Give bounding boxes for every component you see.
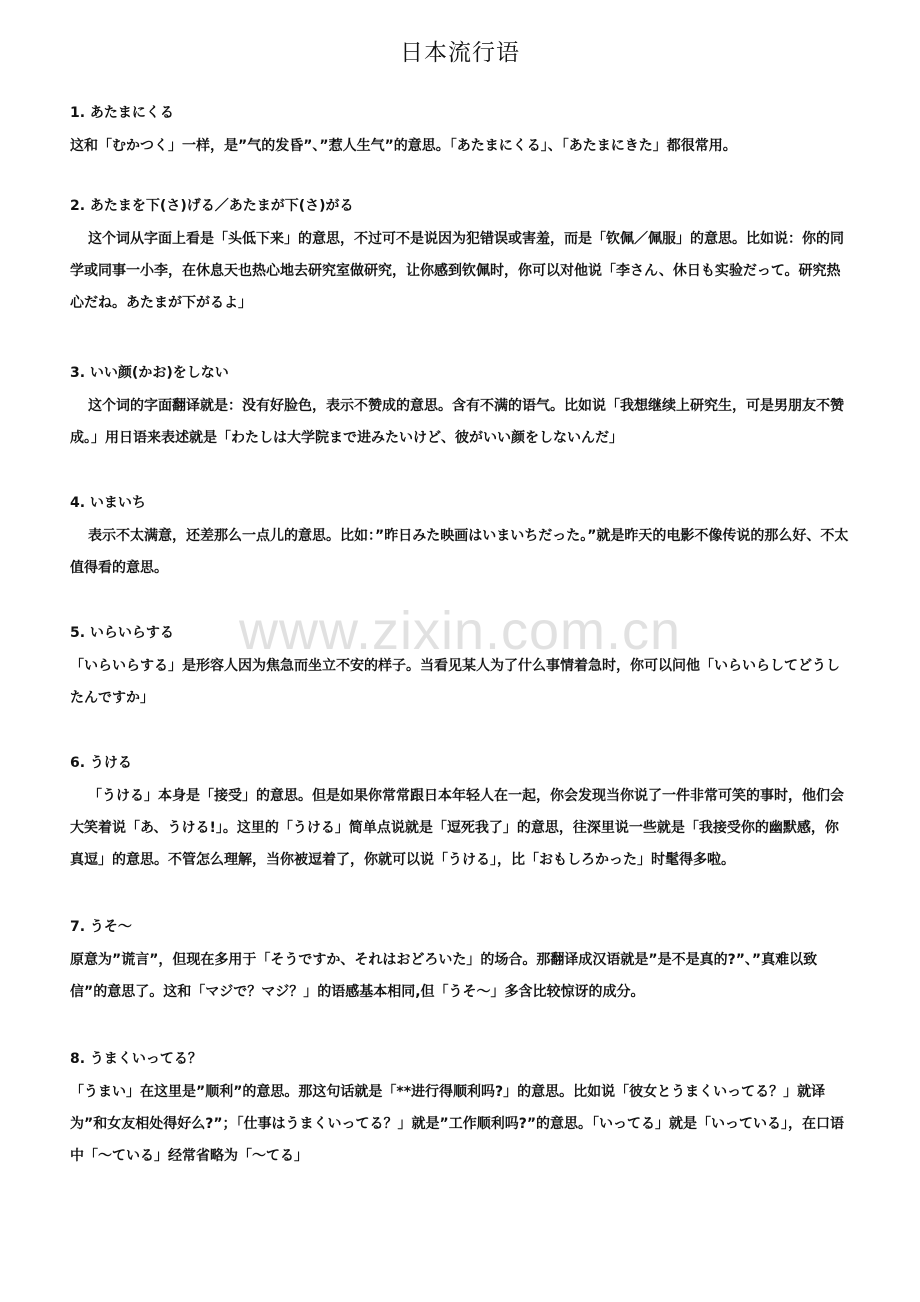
entry-2 [70, 197, 852, 319]
entry-body: 这个词的字面翻译就是：没有好脸色，表示不赞成的意思。含有不满的语气。比如说「我想继续上研究生，可是男朋友不赞成。」用日语来表述就是「わたしは大学院まで进みたいけど、彼がいい颜をしないんだ」 [70, 398, 844, 446]
entry-body: 这和「むかつく」一样，是”气的发昏”、”惹人生气”的意思。「あたまにくる」、「あたまにきた」都很常用。 [70, 138, 737, 154]
entry-5 [70, 624, 852, 714]
entry-body: 「うける」本身是「接受」的意思。但是如果你常常跟日本年轻人在一起，你会发现当你说了一件非常可笑的事时，他们会大笑着说「あ、うける!」。这里的「うける」简单点说就是「逗死我了」的意思，往深里说一些就是「我接受你的幽默感，你真逗」的意思。不管怎么理解，当你被逗着了，你就可以说「うける」，比「おもしろかった」时髦得多啦。 [70, 788, 844, 868]
entry-heading: 8. うまくいってる？ [70, 1051, 202, 1067]
entry-heading: 6. うける [70, 755, 132, 771]
watermark: www.zixin.com.cn [238, 601, 682, 661]
entry-body: 「いらいらする」是形容人因为焦急而坐立不安的样子。当看见某人为了什么事情着急时，你可以问他「いらいらしてどうしたんですか」 [70, 658, 840, 706]
entry-heading: 2. あたまを下(さ)げる／あたまが下(さ)がる [70, 198, 354, 214]
entry-3 [70, 364, 852, 454]
entry-heading: 7. うそ～ [70, 919, 132, 935]
entry-heading: 1. あたまにくる [70, 105, 174, 121]
entry-body: 表示不太满意，还差那么一点儿的意思。比如：”昨日みた映画はいまいちだった。”就是昨天的电影不像传说的那么好、不太值得看的意思。 [70, 528, 849, 576]
entry-heading: 4. いまいち [70, 495, 146, 511]
entry-8 [70, 1050, 852, 1172]
entry-body: 原意为”谎言”，但现在多用于「そうですか、それはおどろいた」的场合。那翻译成汉语就是”是不是真的?”、”真难以致信”的意思了。这和「マジで？マジ？」的语感基本相同,但「うそ～」多含比较惊讶的成分。 [70, 952, 818, 1000]
entry-body: 这个词从字面上看是「头低下来」的意思，不过可不是说因为犯错误或害羞，而是「钦佩／佩服」的意思。比如说：你的同学或同事一小李，在休息天也热心地去研究室做研究，让你感到钦佩时，你可以对他说「李さん、休日も实验だって。研究热心だね。あたまが下がるよ」 [70, 231, 844, 311]
entry-heading: 5. いらいらする [70, 625, 174, 641]
entry-1 [70, 104, 852, 162]
entry-6 [70, 754, 852, 876]
entry-body: 「うまい」在这里是”顺利”的意思。那这句话就是「**进行得顺利吗?」的意思。比如说「彼女とうまくいってる？」就译为”和女友相处得好么?”；「仕事はうまくいってる？」就是”工作顺利吗?”的意思。「いってる」就是「いっている」，在口语中「～ている」经常省略为「～てる」 [70, 1084, 845, 1164]
entry-4 [70, 494, 852, 584]
entry-heading: 3. いい颜(かお)をしない [70, 365, 229, 381]
entry-7 [70, 918, 852, 1008]
page-title: 日本流行语 [400, 40, 520, 66]
